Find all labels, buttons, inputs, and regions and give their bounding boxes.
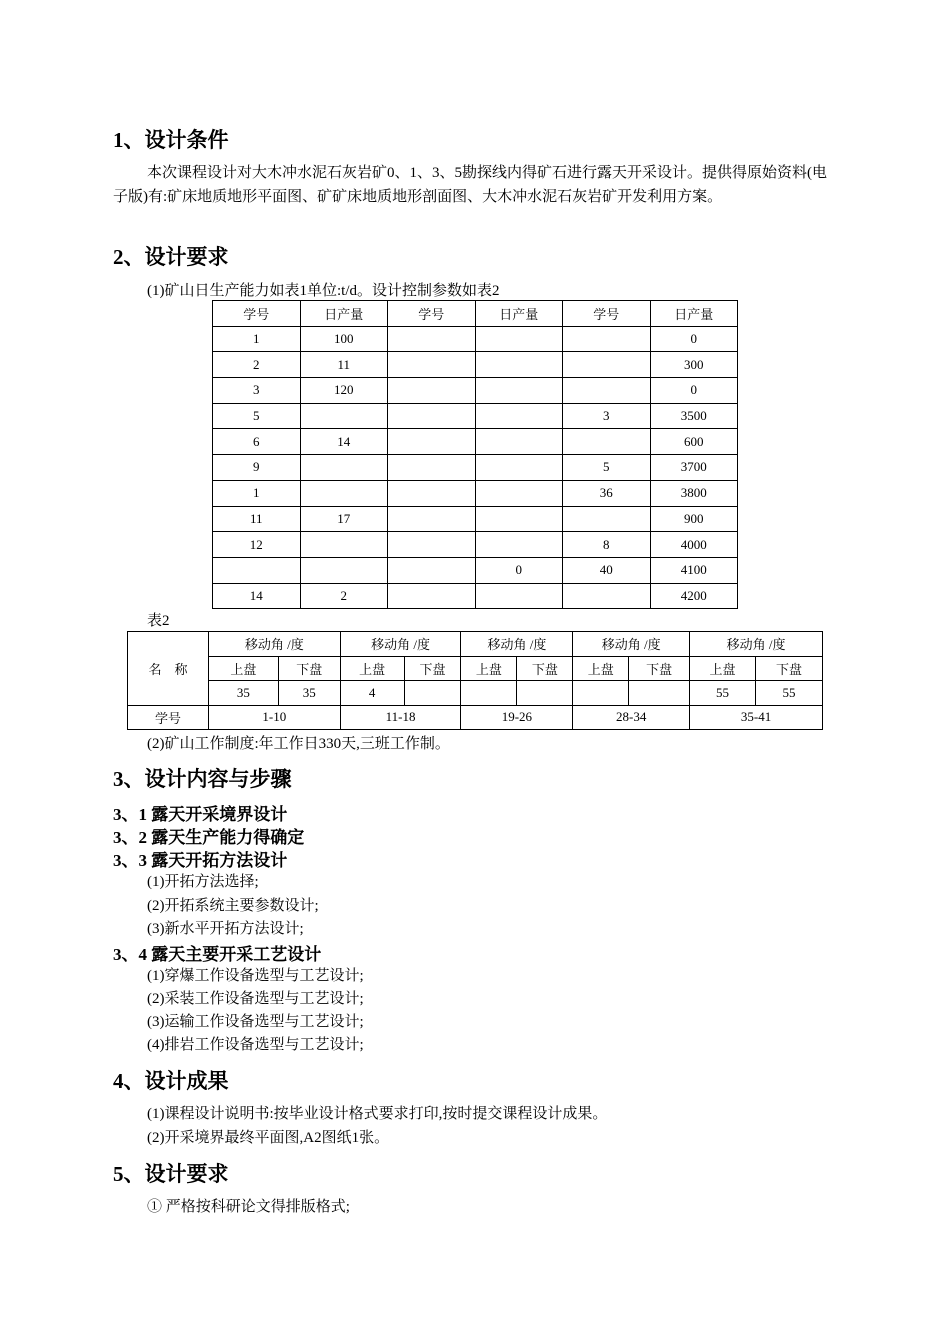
- table-cell: [573, 681, 629, 706]
- design-parameters-table: [127, 631, 823, 730]
- table-cell: 120: [300, 378, 388, 404]
- section-4-title: 4、设计成果: [113, 1069, 229, 1093]
- upper-wall-cell: 上盘: [573, 656, 629, 681]
- section-1-title: 1、设计条件: [113, 128, 229, 152]
- table-cell: [563, 378, 651, 404]
- table-cell: 2: [300, 583, 388, 609]
- id-range-cell: 19-26: [461, 705, 573, 730]
- table-row: [213, 378, 738, 404]
- table-header-cell: 日产量: [650, 301, 738, 327]
- table-2-caption: 表2: [147, 613, 170, 629]
- table-cell: 11: [300, 352, 388, 378]
- list-item: (2)采装工作设备选型与工艺设计;: [147, 991, 364, 1007]
- lower-wall-cell: 下盘: [756, 656, 823, 681]
- section-1-paragraph: 本次课程设计对大木冲水泥石灰岩矿0、1、3、5勘探线内得矿石进行露天开采设计。提供得原始资料(电子版)有:矿床地质地形平面图、矿矿床地质地形剖面图、大木冲水泥石灰岩矿开发利用方案。: [113, 165, 827, 205]
- angle-header-cell: 移动角 /度: [690, 632, 823, 657]
- table-cell: 40: [563, 557, 651, 583]
- table-cell: 17: [300, 506, 388, 532]
- upper-wall-cell: 上盘: [208, 656, 278, 681]
- table-cell: [388, 455, 476, 481]
- table-cell: 35: [208, 681, 278, 706]
- table-row: [128, 705, 823, 730]
- list-item: (2)开采境界最终平面图,A2图纸1张。: [147, 1130, 390, 1146]
- table-cell: [300, 455, 388, 481]
- subsection-3-2-title: 3、2 露天生产能力得确定: [113, 828, 305, 847]
- requirement-item-2: (2)矿山工作制度:年工作日330天,三班工作制。: [147, 736, 450, 752]
- table-cell: [300, 403, 388, 429]
- upper-wall-cell: 上盘: [461, 656, 517, 681]
- angle-header-cell: 移动角 /度: [461, 632, 573, 657]
- table-row: [213, 326, 738, 352]
- table-cell: 55: [690, 681, 756, 706]
- table-row: [213, 480, 738, 506]
- table-cell: 0: [475, 557, 563, 583]
- table-cell: 3: [563, 403, 651, 429]
- table-header-cell: 学号: [213, 301, 301, 327]
- table-cell: [475, 326, 563, 352]
- table-cell: [461, 681, 517, 706]
- table-header-row: [213, 301, 738, 327]
- table-row: [213, 583, 738, 609]
- table-cell: 9: [213, 455, 301, 481]
- table-cell: [404, 681, 461, 706]
- requirement-item-1: (1)矿山日生产能力如表1单位:t/d。设计控制参数如表2: [147, 283, 500, 299]
- table-cell: 0: [650, 326, 738, 352]
- table-cell: [475, 403, 563, 429]
- subsection-3-4-title: 3、4 露天主要开采工艺设计: [113, 945, 322, 964]
- table-cell: [475, 506, 563, 532]
- table-cell: 600: [650, 429, 738, 455]
- angle-header-cell: 移动角 /度: [340, 632, 461, 657]
- table-cell: [388, 480, 476, 506]
- list-item: (1)开拓方法选择;: [147, 874, 259, 890]
- table-cell: 300: [650, 352, 738, 378]
- table-cell: [563, 506, 651, 532]
- angle-header-cell: 移动角 /度: [208, 632, 340, 657]
- table-cell: [388, 583, 476, 609]
- lower-wall-cell: 下盘: [278, 656, 340, 681]
- table-cell: [388, 429, 476, 455]
- table-cell: 55: [756, 681, 823, 706]
- list-item: (3)新水平开拓方法设计;: [147, 921, 304, 937]
- table-cell: [475, 480, 563, 506]
- table-cell: 1: [213, 480, 301, 506]
- list-item: (1)课程设计说明书:按毕业设计格式要求打印,按时提交课程设计成果。: [147, 1106, 608, 1122]
- table-header-cell: 日产量: [300, 301, 388, 327]
- table-cell: 900: [650, 506, 738, 532]
- angle-header-cell: 移动角 /度: [573, 632, 690, 657]
- table-cell: [475, 455, 563, 481]
- table-header-cell: 学号: [563, 301, 651, 327]
- table-cell: 12: [213, 532, 301, 558]
- table-cell: [388, 506, 476, 532]
- name-label-cell: 名 称: [128, 632, 209, 706]
- table-cell: 3500: [650, 403, 738, 429]
- list-item: (3)运输工作设备选型与工艺设计;: [147, 1014, 364, 1030]
- table-row: [128, 681, 823, 706]
- table-row: [213, 506, 738, 532]
- table-cell: 3: [213, 378, 301, 404]
- upper-wall-cell: 上盘: [690, 656, 756, 681]
- table-cell: [388, 378, 476, 404]
- table-cell: 3700: [650, 455, 738, 481]
- lower-wall-cell: 下盘: [404, 656, 461, 681]
- id-range-cell: 28-34: [573, 705, 690, 730]
- upper-wall-cell: 上盘: [340, 656, 404, 681]
- table-cell: [563, 429, 651, 455]
- subsection-3-3-title: 3、3 露天开拓方法设计: [113, 851, 288, 870]
- table-cell: [300, 480, 388, 506]
- table-cell: [629, 681, 690, 706]
- table-row: [213, 455, 738, 481]
- section-3-title: 3、设计内容与步骤: [113, 767, 292, 791]
- section-5-title: 5、设计要求: [113, 1162, 229, 1186]
- table-row: [128, 632, 823, 657]
- table-row: [128, 656, 823, 681]
- section-2-title: 2、设计要求: [113, 245, 229, 269]
- table-cell: [563, 352, 651, 378]
- table-cell: [517, 681, 573, 706]
- table-cell: [475, 532, 563, 558]
- subsection-3-1-title: 3、1 露天开采境界设计: [113, 805, 288, 824]
- table-header-cell: 学号: [388, 301, 476, 327]
- table-cell: [388, 403, 476, 429]
- table-cell: 6: [213, 429, 301, 455]
- table-cell: 11: [213, 506, 301, 532]
- id-range-cell: 1-10: [208, 705, 340, 730]
- table-cell: 1: [213, 326, 301, 352]
- list-item: (1)穿爆工作设备选型与工艺设计;: [147, 968, 364, 984]
- table-cell: 2: [213, 352, 301, 378]
- table-cell: [563, 583, 651, 609]
- table-cell: 36: [563, 480, 651, 506]
- table-cell: 5: [563, 455, 651, 481]
- table-cell: 4200: [650, 583, 738, 609]
- table-cell: 3800: [650, 480, 738, 506]
- table-cell: 4100: [650, 557, 738, 583]
- table-cell: [300, 532, 388, 558]
- table-row: [213, 352, 738, 378]
- id-range-cell: 35-41: [690, 705, 823, 730]
- table-cell: [388, 326, 476, 352]
- table-row: [213, 532, 738, 558]
- table-row: [213, 403, 738, 429]
- table-row: [213, 429, 738, 455]
- table-cell: [563, 326, 651, 352]
- table-cell: 4: [340, 681, 404, 706]
- table-cell: 8: [563, 532, 651, 558]
- production-capacity-table: [212, 300, 738, 609]
- table-cell: [300, 557, 388, 583]
- table-cell: 4000: [650, 532, 738, 558]
- table-cell: [475, 429, 563, 455]
- table-cell: [388, 532, 476, 558]
- list-item: (4)排岩工作设备选型与工艺设计;: [147, 1037, 364, 1053]
- table-cell: 0: [650, 378, 738, 404]
- list-item: ① 严格按科研论文得排版格式;: [147, 1199, 350, 1215]
- student-id-label-cell: 学号: [128, 705, 209, 730]
- table-cell: 5: [213, 403, 301, 429]
- table-cell: 100: [300, 326, 388, 352]
- table-cell: [388, 557, 476, 583]
- table-cell: [475, 378, 563, 404]
- table-cell: [213, 557, 301, 583]
- table-cell: 14: [213, 583, 301, 609]
- table-cell: [475, 352, 563, 378]
- table-header-cell: 日产量: [475, 301, 563, 327]
- id-range-cell: 11-18: [340, 705, 461, 730]
- list-item: (2)开拓系统主要参数设计;: [147, 898, 319, 914]
- lower-wall-cell: 下盘: [629, 656, 690, 681]
- lower-wall-cell: 下盘: [517, 656, 573, 681]
- table-row: [213, 557, 738, 583]
- table-cell: [388, 352, 476, 378]
- table-cell: 14: [300, 429, 388, 455]
- table-cell: [475, 583, 563, 609]
- table-cell: 35: [278, 681, 340, 706]
